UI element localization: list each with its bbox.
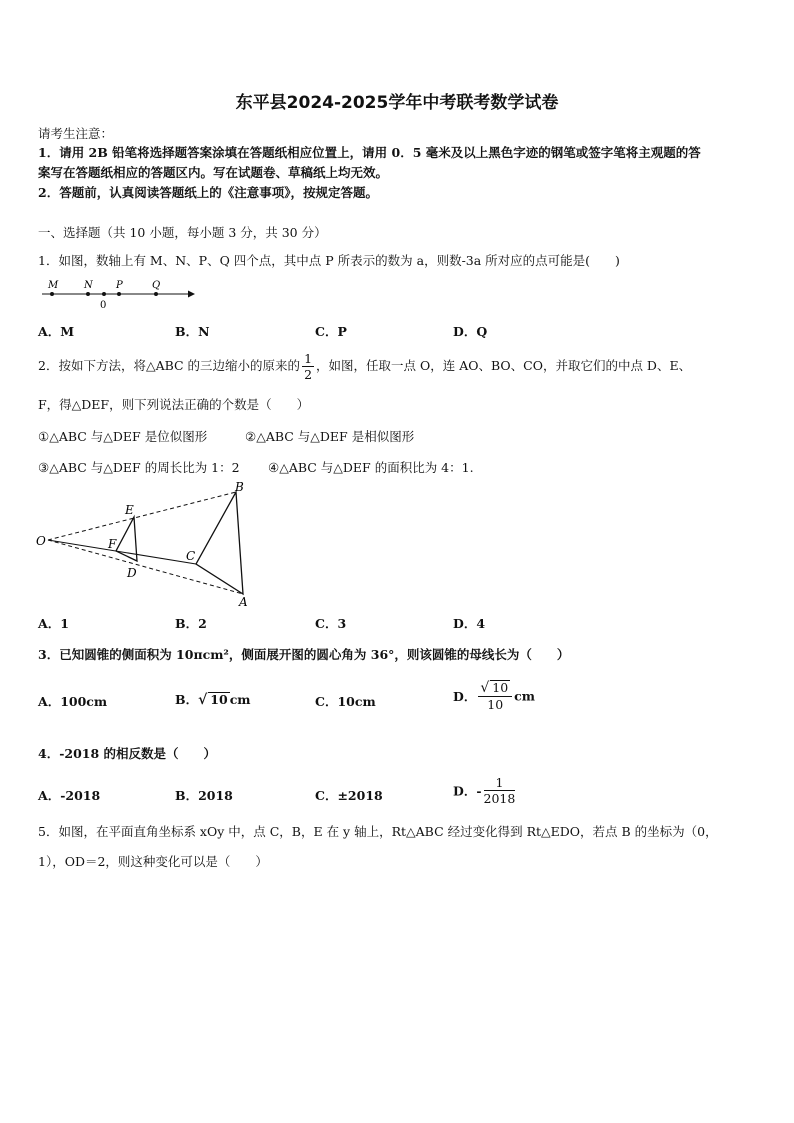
label-p: P (116, 280, 123, 291)
notice-line-2: 2．答题前，认真阅读答题纸上的《注意事项》，按规定答题。 (38, 185, 378, 200)
q5-stem-line-1: 5．如图，在平面直角坐标系 xOy 中，点 C，B，E 在 y 轴上，Rt△ABC 经过变化得到 Rt△EDO，若点 B 的坐标为（0， (38, 824, 718, 839)
label-c: C (186, 549, 196, 563)
q3-option-b[interactable]: B．√ 10 cm (175, 692, 251, 708)
label-n: N (84, 280, 93, 291)
point-n (86, 292, 90, 296)
notice-line-1a: 1．请用 2B 铅笔将选择题答案涂填在答题纸相应位置上，请用 0．5 毫米及以上黑色字迹的钢笔或签字笔将主观题的答 (38, 145, 701, 160)
q1-number-line (38, 276, 198, 312)
q3-option-a[interactable]: A．100cm (38, 694, 108, 709)
q2-claim-2: ②△ABC 与△DEF 是相似图形 (245, 429, 415, 444)
label-q: Q (152, 280, 161, 291)
triangle-abc (196, 492, 243, 594)
point-m (50, 292, 54, 296)
point-p (117, 292, 121, 296)
q2-option-a[interactable]: A．1 (38, 616, 69, 631)
q3-option-d[interactable]: D． $\frac{√ 10}{10}$ cm (453, 680, 536, 712)
label-b: B (235, 480, 244, 494)
q3-option-c[interactable]: C．10cm (315, 694, 376, 709)
q1-option-b[interactable]: B．N (175, 324, 210, 339)
q1-option-a[interactable]: A．M (38, 324, 75, 339)
label-m: M (48, 280, 59, 291)
q4-stem: 4．-2018 的相反数是（ ） (38, 746, 217, 761)
q2-option-b[interactable]: B．2 (175, 616, 207, 631)
segment-oa (48, 540, 243, 594)
q4-option-b[interactable]: B．2018 (175, 788, 233, 803)
notice-heading: 请考生注意： (38, 126, 114, 141)
q2-claim-3: ③△ABC 与△DEF 的周长比为 1：2 (38, 460, 240, 475)
q3-stem: 3．已知圆锥的侧面积为 10πcm²，侧面展开图的圆心角为 36°，则该圆锥的母线长为（ ） (38, 647, 570, 662)
q2-option-d[interactable]: D．4 (453, 616, 486, 631)
label-a: A (239, 595, 248, 609)
label-o: O (36, 534, 46, 548)
q1-stem: 1．如图，数轴上有 M、N、P、Q 四个点，其中点 P 所表示的数为 a，则数-3a 所对应的点可能是( ) (38, 253, 620, 268)
label-d: D (127, 566, 137, 580)
label-origin: 0 (100, 300, 107, 311)
notice-line-1b: 案写在答题纸相应的答题区内。写在试题卷、草稿纸上均无效。 (38, 165, 389, 180)
q2-option-c[interactable]: C．3 (315, 616, 347, 631)
q2-claim-1: ①△ABC 与△DEF 是位似图形 (38, 429, 208, 444)
point-origin (102, 292, 106, 296)
q2-stem-line-2: F，得△DEF，则下列说法正确的个数是（ ） (38, 397, 310, 412)
q4-option-c[interactable]: C．±2018 (315, 788, 383, 803)
q5-stem-line-2: 1），OD＝2，则这种变化可以是（ ） (38, 854, 268, 869)
label-f: F (108, 537, 117, 551)
q4-option-a[interactable]: A．-2018 (38, 788, 101, 803)
segment-ob (48, 492, 236, 540)
q2-claim-4: ④△ABC 与△DEF 的面积比为 4：1. (268, 460, 474, 475)
q1-option-c[interactable]: C．P (315, 324, 347, 339)
q4-option-d[interactable]: D．- $\frac{1}{2018}$ (453, 775, 516, 806)
fraction-half: $\frac{1}{2}$ (304, 351, 313, 382)
point-q (154, 292, 158, 296)
page-title: 东平县2024-2025学年中考联考数学试卷 (235, 93, 559, 113)
label-e: E (125, 503, 134, 517)
segment-oc (48, 540, 196, 564)
q1-option-d[interactable]: D．Q (453, 324, 488, 339)
q2-stem-line-1 (38, 349, 691, 383)
q2-stem-b: ，如图，任取一点 O，连 AO、BO、CO，并取它们的中点 D、E、 (316, 358, 692, 373)
q2-similar-triangles-figure (30, 478, 270, 612)
q2-stem-a: 2．按如下方法，将△ABC 的三边缩小的原来的 (38, 358, 301, 373)
section-heading: 一、选择题（共 10 小题，每小题 3 分，共 30 分） (38, 225, 327, 240)
